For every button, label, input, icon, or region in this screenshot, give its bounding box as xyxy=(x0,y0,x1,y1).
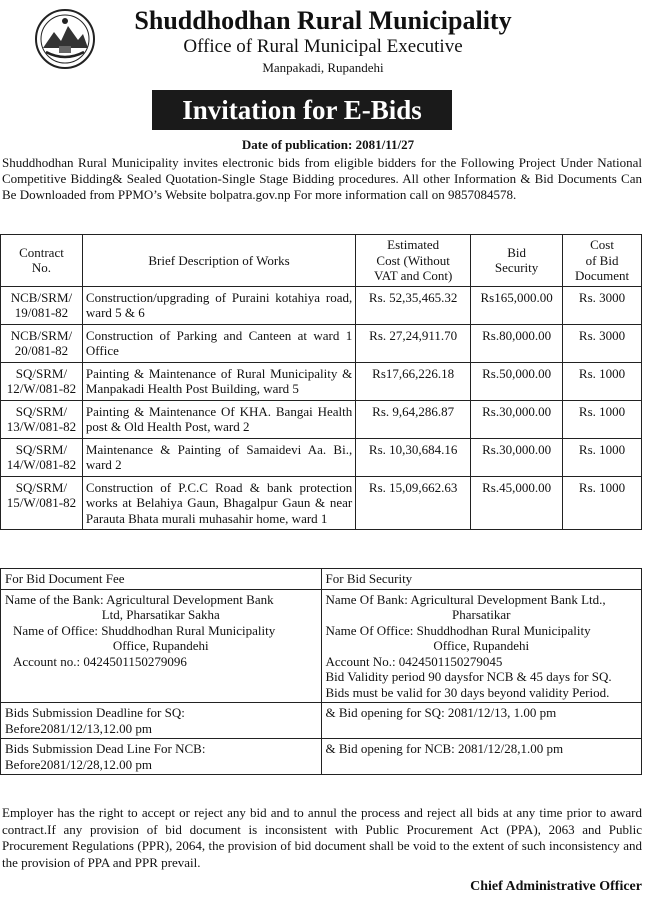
estimated-cost-cell: Rs. 15,09,662.63 xyxy=(356,476,471,530)
municipality-emblem-icon xyxy=(34,8,96,70)
contract-no-header xyxy=(1,235,83,287)
estimated-cost-cell: Rs17,66,226.18 xyxy=(356,362,471,400)
contract-no-text: SQ/SRM/ xyxy=(15,403,68,419)
ncb-deadline-label: Bids Submission Dead Line For NCB: xyxy=(5,741,206,756)
ncb-deadline xyxy=(1,739,322,775)
bank-details-row xyxy=(1,589,642,703)
office-location: Office, Rupandehi xyxy=(433,638,530,653)
table-row xyxy=(1,324,642,362)
bid-security-cell: Rs.50,000.00 xyxy=(471,362,563,400)
contract-no-text: SQ/SRM/ xyxy=(15,365,68,381)
sq-deadline xyxy=(1,703,322,739)
intro-paragraph: Shuddhodhan Rural Municipality invites electronic bids from eligible bidders for the Following Project Under National Competitive Bidding& Sealed Quotation-Single Stage Bidding procedures. All other Information & Bid Documents Can Be Downloaded from PPMO’s Website bolpatra.gov.np For more information call on 9857084578. xyxy=(2,155,642,202)
bid-validity: Bid Validity period 90 daysfor NCB & 45 days for SQ. xyxy=(325,669,612,684)
contract-no-text: SQ/SRM/ xyxy=(15,441,68,457)
table-row xyxy=(1,286,642,324)
doc-cost-cell: Rs. 1000 xyxy=(563,438,642,476)
header-text: Bid xyxy=(507,244,526,260)
office-location: Office, Rupandehi xyxy=(112,638,209,653)
bid-security-cell: Rs.80,000.00 xyxy=(471,324,563,362)
header-text: Security xyxy=(494,260,539,276)
description-header xyxy=(82,235,355,287)
office-name: Name Of Office: Shuddhodhan Rural Municipality xyxy=(325,622,591,638)
bid-security-cell: Rs.30,000.00 xyxy=(471,438,563,476)
doc-cost-cell: Rs. 1000 xyxy=(563,476,642,530)
doc-fee-heading: For Bid Document Fee xyxy=(1,569,322,590)
table-row xyxy=(1,400,642,438)
description-cell: Construction of P.C.C Road & bank protection works at Belahiya Gaun, Bhagalpur Gaun & near Parauta Bhata murali muhasahir home, ward 1 xyxy=(82,476,355,530)
estimated-cost-header xyxy=(356,235,471,287)
ncb-deadline-date: Before2081/12/28,12.00 pm xyxy=(5,756,152,772)
sq-deadline-date: Before2081/12/13,12.00 pm xyxy=(5,720,152,736)
doc-cost-cell: Rs. 1000 xyxy=(563,400,642,438)
contract-no-text: SQ/SRM/ xyxy=(15,479,68,495)
contract-no-cell xyxy=(1,400,83,438)
table-row xyxy=(1,476,642,530)
description-cell: Construction of Parking and Canteen at ward 1 Office xyxy=(82,324,355,362)
office-address: Manpakadi, Rupandehi xyxy=(262,60,384,75)
contract-no-text: 12/W/081-82 xyxy=(6,381,77,396)
contract-no-text: 20/081-82 xyxy=(14,343,69,358)
account-number: Account no.: 0424501150279096 xyxy=(13,653,187,669)
header-text: Cost xyxy=(590,237,614,252)
office-name: Name of Office: Shuddhodhan Rural Municipality xyxy=(13,622,276,638)
bid-security-cell: Rs.45,000.00 xyxy=(471,476,563,530)
sq-deadline-label: Bids Submission Deadline for SQ: xyxy=(5,705,185,720)
account-number: Account No.: 0424501150279045 xyxy=(325,653,503,669)
contract-no-cell xyxy=(1,476,83,530)
header-text: Document xyxy=(574,268,630,283)
header-text: Brief Description of Works xyxy=(148,252,290,268)
description-cell: Painting & Maintenance of Rural Municipality & Manpakadi Health Post Building, ward 5 xyxy=(82,362,355,400)
bank-name: Name Of Bank: Agricultural Development Bank Ltd., xyxy=(325,591,606,607)
fee-headings-row xyxy=(1,569,642,590)
closing-paragraph: Employer has the right to accept or reject any bid and to annul the process and reject all bids at any time prior to award contract.If any provision of bid document is inconsistent with Public Procurement Act (PPA), 2063 and Public Procurement Regulations (PPR), 2064, the provision of bid document shall be void to the extent of such inconsistency and the provision of PPA and PPR prevail. xyxy=(2,805,642,870)
sq-schedule-row xyxy=(1,703,642,739)
contract-no-text: 15/W/081-82 xyxy=(6,495,77,510)
ncb-opening: & Bid opening for NCB: 2081/12/28,1.00 pm xyxy=(321,739,641,775)
works-table-header xyxy=(1,235,642,287)
security-bank-details xyxy=(321,589,641,703)
contract-no-text: 19/081-82 xyxy=(14,305,69,320)
works-table xyxy=(0,234,642,530)
contract-no-text: 14/W/081-82 xyxy=(6,457,77,472)
contract-no-text: NCB/SRM/ xyxy=(10,327,73,343)
header-text: Cost (Without xyxy=(376,252,450,268)
contract-no-cell xyxy=(1,438,83,476)
bid-validity-note: Bids must be valid for 30 days beyond validity Period. xyxy=(325,684,610,700)
header-text: Estimated xyxy=(387,237,440,252)
estimated-cost-cell: Rs. 27,24,911.70 xyxy=(356,324,471,362)
contract-no-text: NCB/SRM/ xyxy=(10,289,73,305)
estimated-cost-cell: Rs. 10,30,684.16 xyxy=(356,438,471,476)
bank-name: Name of the Bank: Agricultural Development Bank xyxy=(5,591,274,607)
header-text: VAT and Cont) xyxy=(374,268,453,283)
bid-info-table xyxy=(0,568,642,775)
contract-no-cell xyxy=(1,286,83,324)
contract-no-cell xyxy=(1,324,83,362)
bank-branch: Pharsatikar xyxy=(452,607,511,622)
publication-date: Date of publication: 2081/11/27 xyxy=(241,137,415,152)
office-name: Office of Rural Municipal Executive xyxy=(183,36,463,57)
bank-branch: Ltd, Pharsatikar Sakha xyxy=(101,607,220,622)
description-cell: Maintenance & Painting of Samaidevi Aa. Bi., ward 2 xyxy=(82,438,355,476)
doc-cost-cell: Rs. 3000 xyxy=(563,286,642,324)
table-row xyxy=(1,438,642,476)
bid-security-cell: Rs165,000.00 xyxy=(471,286,563,324)
ncb-schedule-row xyxy=(1,739,642,775)
signoff-title: Chief Administrative Officer xyxy=(470,879,642,894)
description-cell: Construction/upgrading of Puraini kotahiya road, ward 5 & 6 xyxy=(82,286,355,324)
doc-cost-header xyxy=(563,235,642,287)
contract-no-cell xyxy=(1,362,83,400)
sq-opening: & Bid opening for SQ: 2081/12/13, 1.00 pm xyxy=(321,703,641,739)
estimated-cost-cell: Rs. 9,64,286.87 xyxy=(356,400,471,438)
description-cell: Painting & Maintenance Of KHA. Bangai Health post & Old Health Post, ward 2 xyxy=(82,400,355,438)
security-heading: For Bid Security xyxy=(321,569,641,590)
notice-title-banner: Invitation for E-Bids xyxy=(152,90,452,130)
header-text: No. xyxy=(31,260,52,276)
bid-security-cell: Rs.30,000.00 xyxy=(471,400,563,438)
doc-cost-cell: Rs. 3000 xyxy=(563,324,642,362)
header-text: Contract xyxy=(19,244,64,260)
municipality-name: Shuddhodhan Rural Municipality xyxy=(134,6,512,35)
header-text: of Bid xyxy=(585,252,619,268)
estimated-cost-cell: Rs. 52,35,465.32 xyxy=(356,286,471,324)
bid-security-header xyxy=(471,235,563,287)
doc-fee-bank-details xyxy=(1,589,322,703)
contract-no-text: 13/W/081-82 xyxy=(6,419,77,434)
table-row xyxy=(1,362,642,400)
doc-cost-cell: Rs. 1000 xyxy=(563,362,642,400)
